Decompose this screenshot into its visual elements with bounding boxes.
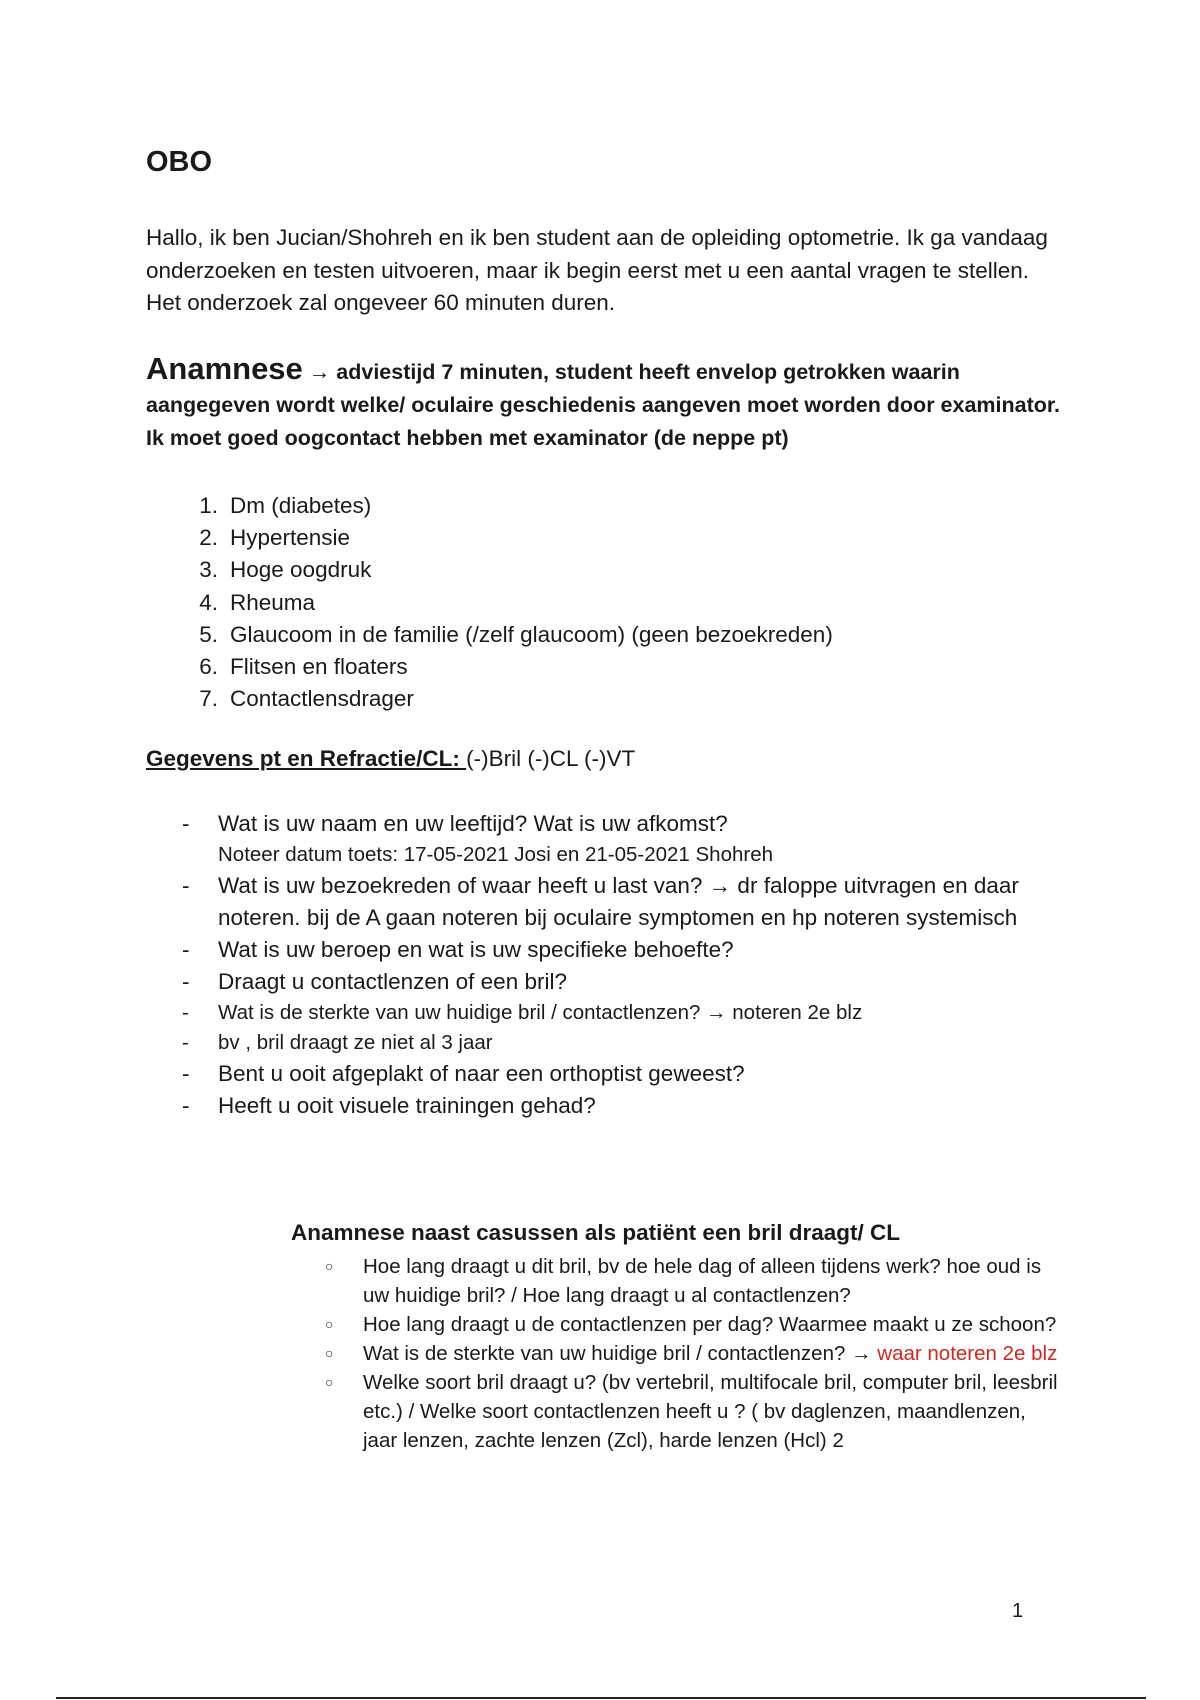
anamnese-numbered-list: [146, 490, 833, 715]
anamnese-title: Anamnese: [146, 351, 303, 386]
intro-paragraph: Hallo, ik ben Jucian/Shohreh en ik ben student aan de opleiding optometrie. Ik ga vandaag onderzoeken en testen uitvoeren, maar ik begin eerst met u een aantal vragen te stellen. Het onderzoek zal ongeveer 60 minuten duren.: [146, 225, 1048, 315]
gegevens-title: Gegevens pt en Refractie/CL:: [146, 746, 467, 771]
list-item: - Heeft u ooit visuele trainingen gehad?: [182, 1093, 596, 1118]
list-item: - bv , bril draagt ze niet al 3 jaar: [182, 1031, 493, 1054]
list-item: ○ Hoe lang draagt u dit bril, bv de hele dag of alleen tijdens werk? hoe oud is uw huidige bril? / Hoe lang draagt u al contactlenzen?: [325, 1255, 1042, 1307]
list-item: 1. Dm (diabetes): [199, 493, 372, 518]
list-item: 5. Glaucoom in de familie (/zelf glaucoom) (geen bezoekreden): [199, 621, 833, 647]
list-item: ○ Wat is de sterkte van uw huidige bril / contactlenzen? → waar noteren 2e blz: [325, 1342, 1058, 1365]
list-item: - Bent u ooit afgeplakt of naar een orthoptist geweest?: [182, 1061, 745, 1086]
anamnese-description: adviestijd 7 minuten, student heeft envelop getrokken waarin aangegeven wordt welke/ oculaire geschiedenis aangeven moet worden door examinator. Ik moet goed oogcontact hebben met examinator (de neppe pt): [146, 360, 1061, 450]
list-item: 7. Contactlensdrager: [199, 686, 414, 712]
document-title: OBO: [146, 146, 213, 178]
gegevens-question-list: [146, 808, 1076, 1122]
subsection-question-list: [325, 1252, 1060, 1455]
anamnese-section-heading: [146, 352, 1066, 455]
list-item: - Wat is de sterkte van uw huidige bril / contactlenzen? → noteren 2e blz: [182, 1001, 863, 1024]
list-item: 4. Rheuma: [199, 589, 316, 615]
page-number: 1: [1012, 1600, 1024, 1622]
bottom-divider: [56, 1697, 1146, 1699]
list-item: - Draagt u contactlenzen of een bril?: [182, 969, 567, 994]
red-annotation: waar noteren 2e blz: [877, 1342, 1058, 1365]
list-item: 2. Hypertensie: [199, 525, 351, 551]
list-item: 3. Hoge oogdruk: [199, 557, 372, 583]
list-item: ○ Hoe lang draagt u de contactlenzen per dag? Waarmee maakt u ze schoon?: [325, 1313, 1057, 1336]
subsection-heading: Anamnese naast casussen als patiënt een bril draagt/ CL: [291, 1220, 900, 1245]
list-item: ○ Welke soort bril draagt u? (bv vertebril, multifocale bril, computer bril, leesbril etc.) / Welke soort contactlenzen heeft u ? ( bv daglenzen, maandlenzen, jaar lenzen, zachte lenzen (Zcl), harde lenzen (Hcl) 2: [325, 1371, 1058, 1452]
list-item: - Wat is uw bezoekreden of waar heeft u last van? → dr faloppe uitvragen en daar noteren. bij de A gaan noteren bij oculaire symptomen en hp noteren systemisch: [182, 873, 1019, 930]
list-item: 6. Flitsen en floaters: [199, 653, 408, 679]
date-note: Noteer datum toets: 17-05-2021 Josi en 21-05-2021 Shohreh: [218, 843, 774, 866]
arrow-glyph: →: [308, 360, 331, 384]
list-item: - Wat is uw naam en uw leeftijd? Wat is uw afkomst? Noteer datum toets: 17-05-2021 Josi en 21-05-2021 Shohreh: [146, 808, 1076, 870]
list-item: - Wat is uw beroep en wat is uw specifieke behoefte?: [182, 937, 734, 962]
gegevens-suffix: (-)Bril (-)CL (-)VT: [466, 746, 636, 771]
gegevens-heading: [146, 746, 635, 772]
